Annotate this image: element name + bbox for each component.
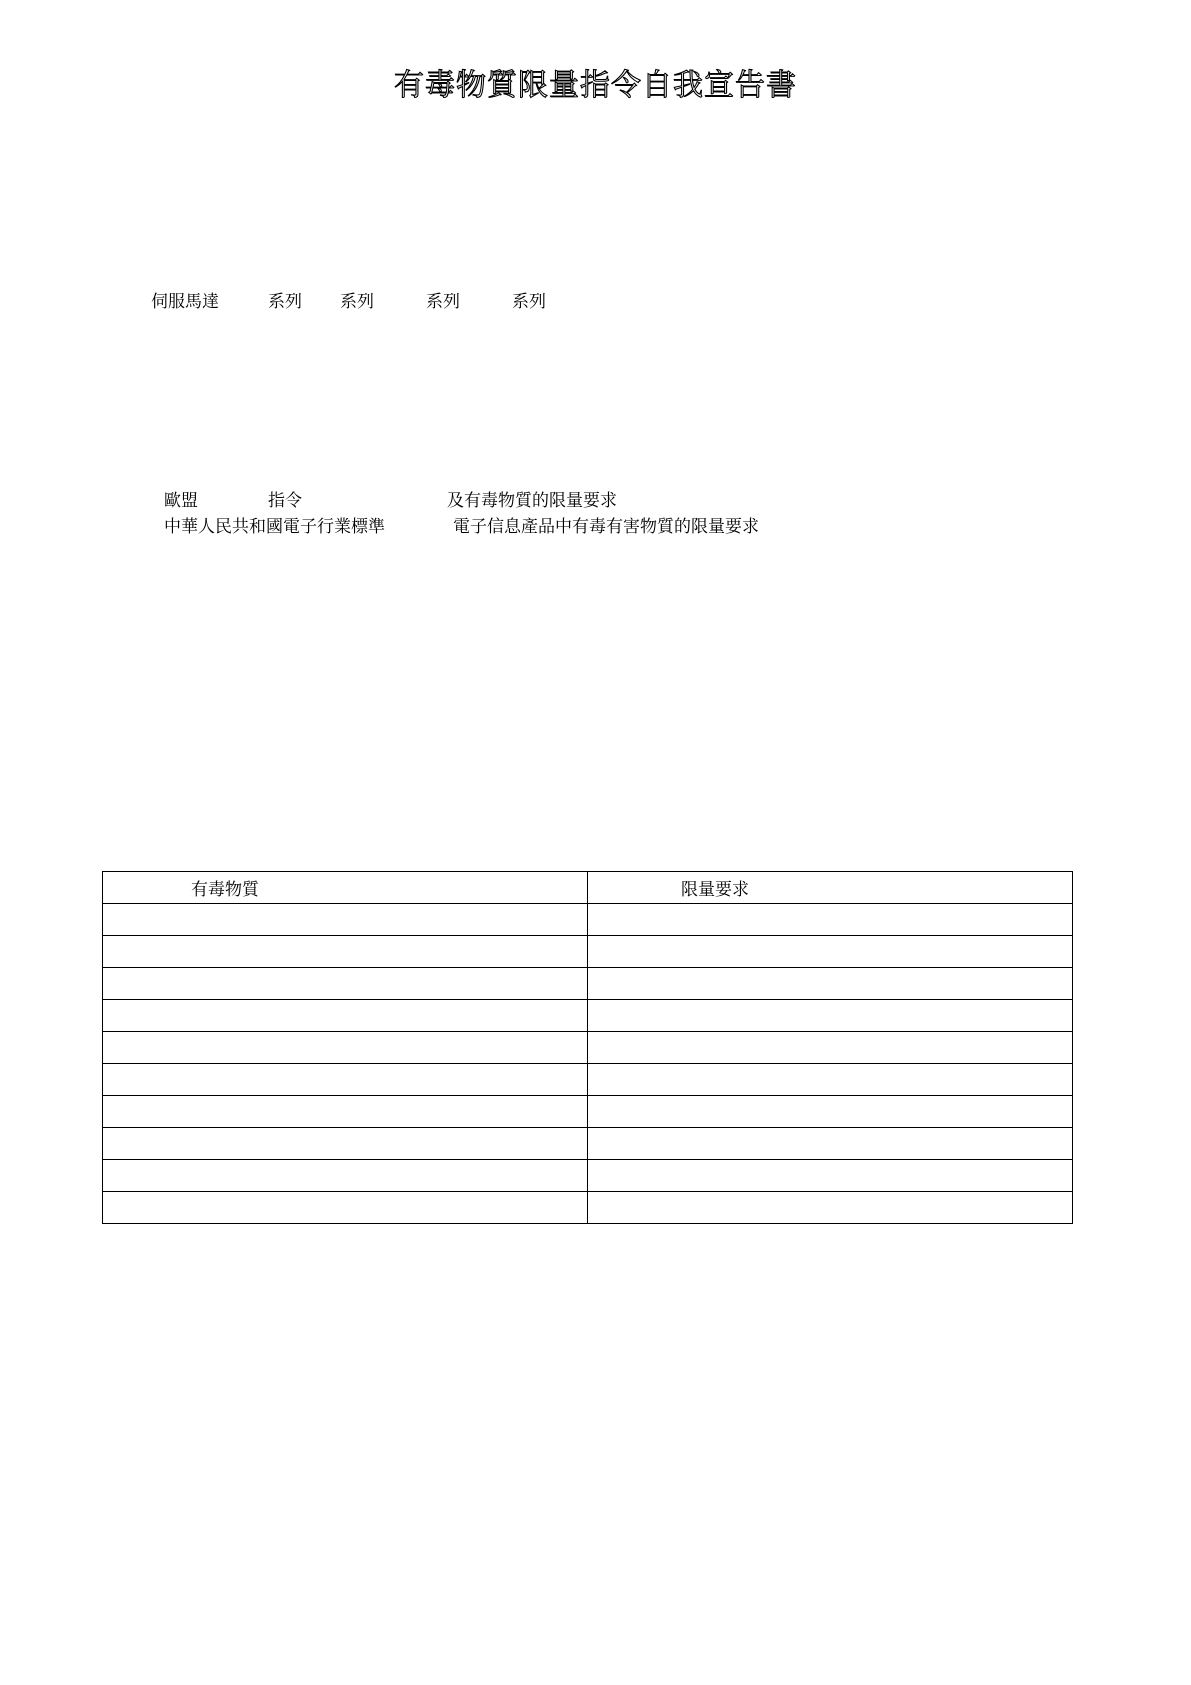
table-header-row <box>103 872 1073 904</box>
limit-cell <box>588 1192 1073 1224</box>
limit-cell <box>588 1128 1073 1160</box>
limit-cell <box>588 968 1073 1000</box>
limit-cell <box>588 1160 1073 1192</box>
header-limit <box>588 872 1073 904</box>
standard-2-part-2: 電子信息產品中有毒有害物質的限量要求 <box>453 517 759 537</box>
table-row <box>103 936 1073 968</box>
limit-cell <box>588 904 1073 936</box>
series-label-1: 系列 <box>268 292 302 312</box>
substance-cell <box>103 968 588 1000</box>
series-label-3: 系列 <box>426 292 460 312</box>
limit-cell <box>588 936 1073 968</box>
substance-cell <box>103 1192 588 1224</box>
header-limit-label: 限量要求 <box>681 880 749 900</box>
standard-2-part-1: 中華人民共和國電子行業標準 <box>164 517 385 537</box>
limit-cell <box>588 1096 1073 1128</box>
standard-1-part-2: 指令 <box>268 491 302 511</box>
table-row <box>103 1000 1073 1032</box>
substance-cell <box>103 904 588 936</box>
header-substance-label: 有毒物質 <box>191 880 259 900</box>
substance-limits-table <box>102 871 1073 1224</box>
substance-cell <box>103 1160 588 1192</box>
substance-cell <box>103 1096 588 1128</box>
series-label-4: 系列 <box>512 292 546 312</box>
table-row <box>103 1192 1073 1224</box>
limit-cell <box>588 1000 1073 1032</box>
limit-cell <box>588 1032 1073 1064</box>
limit-cell <box>588 1064 1073 1096</box>
product-line-label: 伺服馬達 <box>151 292 219 312</box>
table-row <box>103 1096 1073 1128</box>
document-title: 有毒物質限量指令自我宣告書 <box>394 68 797 103</box>
table-row <box>103 1032 1073 1064</box>
substance-cell <box>103 1064 588 1096</box>
substance-cell <box>103 1128 588 1160</box>
standard-1-part-3: 及有毒物質的限量要求 <box>447 491 617 511</box>
table-row <box>103 1128 1073 1160</box>
substance-cell <box>103 1000 588 1032</box>
substance-cell <box>103 1032 588 1064</box>
standard-1-part-1: 歐盟 <box>164 491 198 511</box>
series-label-2: 系列 <box>340 292 374 312</box>
table-row <box>103 1160 1073 1192</box>
table-row <box>103 904 1073 936</box>
substance-cell <box>103 936 588 968</box>
header-substance <box>103 872 588 904</box>
table-row <box>103 968 1073 1000</box>
table-row <box>103 1064 1073 1096</box>
